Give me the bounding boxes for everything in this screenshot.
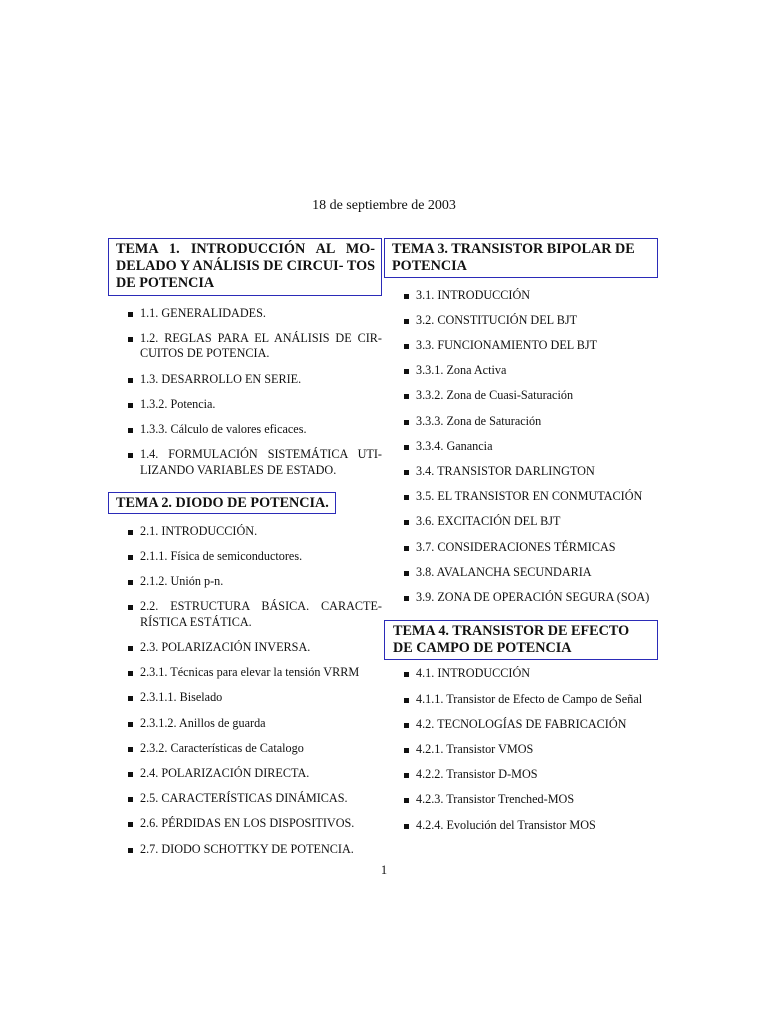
list-item xyxy=(108,422,382,438)
list-item xyxy=(108,306,382,322)
list-item xyxy=(108,640,382,656)
square-bullet-icon xyxy=(128,722,133,727)
square-bullet-icon xyxy=(128,671,133,676)
list-item-text: 3.8. AVALANCHA SECUNDARIA xyxy=(416,564,592,579)
list-item xyxy=(384,767,658,783)
document-date: 18 de septiembre de 2003 xyxy=(312,198,456,213)
list-item xyxy=(108,574,382,590)
list-item-text: 2.3. POLARIZACIÓN INVERSA. xyxy=(140,640,311,655)
square-bullet-icon xyxy=(404,294,409,299)
list-item xyxy=(108,372,382,388)
square-bullet-icon xyxy=(128,403,133,408)
square-bullet-icon xyxy=(128,337,133,342)
list-item xyxy=(384,414,658,430)
list-item-text: 2.3.2. Características de Catalogo xyxy=(140,740,304,755)
list-item xyxy=(384,717,658,733)
square-bullet-icon xyxy=(128,312,133,317)
square-bullet-icon xyxy=(404,470,409,475)
square-bullet-icon xyxy=(404,369,409,374)
square-bullet-icon xyxy=(404,394,409,399)
list-item-text: 1.4. FORMULACIÓN SISTEMÁTICA UTI- LIZANDO VARIABLES DE ESTADO. xyxy=(140,447,382,477)
square-bullet-icon xyxy=(404,571,409,576)
list-item xyxy=(108,690,382,706)
list-item xyxy=(108,524,382,540)
list-item xyxy=(384,792,658,808)
list-item-text: 2.1.2. Unión p-n. xyxy=(140,574,224,589)
tema1-list xyxy=(108,306,382,478)
list-item xyxy=(384,288,658,304)
square-bullet-icon xyxy=(128,797,133,802)
list-item-text: 3.1. INTRODUCCIÓN xyxy=(416,287,531,302)
list-item-text: 3.6. EXCITACIÓN DEL BJT xyxy=(416,514,561,529)
list-item-text: 2.4. POLARIZACIÓN DIRECTA. xyxy=(140,766,310,780)
list-item xyxy=(108,842,382,858)
list-item xyxy=(384,666,658,682)
list-item-text: 2.2. ESTRUCTURA BÁSICA. CARACTE- RÍSTICA ESTÁTICA. xyxy=(140,599,382,629)
list-item-text: 4.2. TECNOLOGÍAS DE FABRICACIÓN xyxy=(416,716,627,731)
list-item-text: 2.6. PÉRDIDAS EN LOS DISPOSITIVOS. xyxy=(140,816,355,831)
list-item-text: 4.2.3. Transistor Trenched-MOS xyxy=(416,792,575,807)
left-column xyxy=(108,238,382,857)
square-bullet-icon xyxy=(128,580,133,585)
list-item-text: 3.7. CONSIDERACIONES TÉRMICAS xyxy=(416,539,616,554)
list-item xyxy=(384,565,658,581)
square-bullet-icon xyxy=(404,445,409,450)
list-item-text: 1.2. REGLAS PARA EL ANÁLISIS DE CIR- CUITOS DE POTENCIA. xyxy=(140,330,382,361)
list-item xyxy=(384,590,658,606)
tema1-heading: TEMA 1. INTRODUCCIÓN AL MO- DELADO Y ANÁLISIS DE CIRCUI- TOS DE POTENCIA xyxy=(108,238,382,296)
list-item-text: 3.3. FUNCIONAMIENTO DEL BJT xyxy=(416,338,598,353)
tema2-heading: TEMA 2. DIODO DE POTENCIA. xyxy=(108,492,336,514)
square-bullet-icon xyxy=(128,772,133,777)
square-bullet-icon xyxy=(404,495,409,500)
list-item xyxy=(384,489,658,505)
list-item-text: 3.3.2. Zona de Cuasi-Saturación xyxy=(416,388,574,403)
square-bullet-icon xyxy=(128,555,133,560)
list-item-text: 2.1. INTRODUCCIÓN. xyxy=(140,523,258,538)
list-item-text: 2.3.1.1. Biselado xyxy=(140,690,223,705)
list-item xyxy=(108,791,382,807)
list-item-text: 4.2.4. Evolución del Transistor MOS xyxy=(416,817,596,832)
list-item-text: 2.1.1. Física de semiconductores. xyxy=(140,549,303,563)
tema2-list xyxy=(108,524,382,857)
square-bullet-icon xyxy=(404,420,409,425)
tema3-list xyxy=(384,288,658,606)
list-item-text: 1.3.2. Potencia. xyxy=(140,396,216,411)
square-bullet-icon xyxy=(404,748,409,753)
list-item xyxy=(384,439,658,455)
list-item-text: 3.5. EL TRANSISTOR EN CONMUTACIÓN xyxy=(416,489,643,504)
tema3-heading: TEMA 3. TRANSISTOR BIPOLAR DE POTENCIA xyxy=(384,238,658,278)
square-bullet-icon xyxy=(128,822,133,827)
list-item-text: 3.2. CONSTITUCIÓN DEL BJT xyxy=(416,312,578,327)
list-item xyxy=(384,464,658,480)
list-item-text: 2.3.1.2. Anillos de guarda xyxy=(140,715,266,730)
list-item-text: 2.7. DIODO SCHOTTKY DE POTENCIA. xyxy=(140,841,354,856)
list-item xyxy=(384,313,658,329)
list-item xyxy=(384,818,658,834)
list-item xyxy=(108,599,382,630)
tema4-heading: TEMA 4. TRANSISTOR DE EFECTO DE CAMPO DE POTENCIA xyxy=(384,620,658,660)
list-item xyxy=(108,331,382,362)
square-bullet-icon xyxy=(404,319,409,324)
square-bullet-icon xyxy=(404,520,409,525)
list-item xyxy=(108,549,382,565)
square-bullet-icon xyxy=(128,378,133,383)
list-item-text: 3.3.3. Zona de Saturación xyxy=(416,413,542,428)
list-item xyxy=(384,388,658,404)
list-item-text: 3.3.1. Zona Activa xyxy=(416,363,507,378)
square-bullet-icon xyxy=(404,596,409,601)
list-item-text: 4.1.1. Transistor de Efecto de Campo de Señal xyxy=(416,691,643,706)
list-item xyxy=(384,363,658,379)
list-item-text: 3.4. TRANSISTOR DARLINGTON xyxy=(416,464,595,478)
square-bullet-icon xyxy=(404,698,409,703)
square-bullet-icon xyxy=(404,546,409,551)
square-bullet-icon xyxy=(128,453,133,458)
right-column xyxy=(384,238,658,833)
list-item xyxy=(108,741,382,757)
square-bullet-icon xyxy=(404,824,409,829)
list-item-text: 1.3. DESARROLLO EN SERIE. xyxy=(140,371,302,386)
list-item xyxy=(108,766,382,782)
list-item xyxy=(108,397,382,413)
square-bullet-icon xyxy=(404,798,409,803)
list-item xyxy=(384,742,658,758)
list-item-text: 1.1. GENERALIDADES. xyxy=(140,305,266,320)
square-bullet-icon xyxy=(128,696,133,701)
square-bullet-icon xyxy=(404,672,409,677)
square-bullet-icon xyxy=(128,646,133,651)
list-item xyxy=(384,338,658,354)
tema4-list xyxy=(384,666,658,833)
list-item-text: 1.3.3. Cálculo de valores eficaces. xyxy=(140,421,307,436)
list-item xyxy=(384,692,658,708)
list-item-text: 2.5. CARACTERÍSTICAS DINÁMICAS. xyxy=(140,791,348,806)
list-item xyxy=(108,716,382,732)
list-item-text: 4.2.1. Transistor VMOS xyxy=(416,742,534,756)
list-item xyxy=(108,665,382,681)
list-item xyxy=(384,514,658,530)
square-bullet-icon xyxy=(128,428,133,433)
square-bullet-icon xyxy=(404,723,409,728)
square-bullet-icon xyxy=(404,344,409,349)
square-bullet-icon xyxy=(128,848,133,853)
square-bullet-icon xyxy=(128,530,133,535)
list-item-text: 4.1. INTRODUCCIÓN xyxy=(416,666,531,681)
list-item xyxy=(108,816,382,832)
page-number: 1 xyxy=(380,863,388,877)
list-item xyxy=(108,447,382,478)
square-bullet-icon xyxy=(404,773,409,778)
list-item-text: 2.3.1. Técnicas para elevar la tensión VRRM xyxy=(140,665,360,680)
list-item-text: 4.2.2. Transistor D-MOS xyxy=(416,767,538,782)
square-bullet-icon xyxy=(128,747,133,752)
list-item xyxy=(384,540,658,556)
list-item-text: 3.3.4. Ganancia xyxy=(416,438,493,453)
square-bullet-icon xyxy=(128,605,133,610)
list-item-text: 3.9. ZONA DE OPERACIÓN SEGURA (SOA) xyxy=(416,589,650,604)
